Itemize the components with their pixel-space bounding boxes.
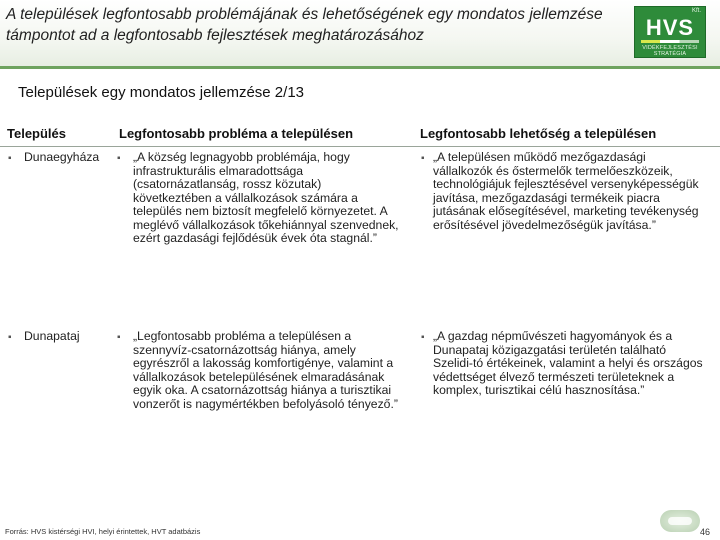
opportunity-cell: „A településen működő mezőgazdasági vállalkozók és őstermelők termelőeszközeik, technológiájuk fejlesztésével versenyképességük javítása, mezőgazdasági termékeik piacra jutásának elősegítésével, marketing tevékenység erősítésével jövedelmezőségük javítása.” (433, 150, 699, 232)
header-divider (0, 66, 720, 69)
problem-cell: „A község legnagyobb problémája, hogy infrastrukturális elmaradottsága (csatornázatlanság, rossz közutak) következtében a vállalkozások számára a település nem biztosít megfelelő környezetet. A meglévő vállalkozások tőkehiánnyal szenvednek, ezért gazdasági fejlődésük évek óta stagnál.” (133, 150, 399, 245)
column-header-problem: Legfontosabb probléma a településen (119, 126, 354, 141)
settlement-cell: Dunapataj (24, 329, 80, 343)
column-header-opportunity: Legfontosabb lehetőség a településen (420, 126, 657, 141)
hvs-logo (634, 6, 706, 58)
bullet-icon: ▪ (117, 332, 121, 343)
bullet-icon: ▪ (8, 153, 12, 164)
problem-cell: „Legfontosabb probléma a településen a szennyvíz-csatornázottság hiánya, amely egyrészről a lakosság komfortigénye, valamint a vállalkozások betelepülésének elmaradásának egyik oka. A csatornázottság hiánya a turisztikai vonzerőt is nagymértékben befolyásoló tényező.” (133, 329, 398, 411)
header-band (0, 0, 720, 66)
settlement-cell: Dunaegyháza (24, 150, 100, 164)
logo-main-text: HVS (645, 15, 695, 40)
slide-subtitle: Települések egy mondatos jellemzése 2/13 (18, 84, 305, 101)
bullet-icon: ▪ (8, 332, 12, 343)
page-number: 46 (700, 527, 711, 537)
bullet-icon: ▪ (117, 153, 121, 164)
opportunity-cell: „A gazdag népművészeti hagyományok és a Dunapataj közigazgatási területén található Szelidi-tó értékeinek, valamint a helyi és országos védettséget élvező természeti területeknek a komplex, turisztikai célú hasznosítása.” (433, 329, 703, 397)
footer-logo-icon (660, 510, 700, 532)
header-rule (0, 146, 720, 147)
logo-top-text: Kft. (691, 8, 701, 14)
bullet-icon: ▪ (421, 332, 425, 343)
source-note: Forrás: HVS kistérségi HVI, helyi érintettek, HVT adatbázis (5, 527, 201, 536)
page-title: A települések legfontosabb problémájának és lehetőségének egy mondatos jellemzése támpontot ad a legfontosabb fejlesztések meghatározásához (6, 6, 603, 44)
footer-logo-shape (668, 517, 692, 525)
logo-sub-text: VIDÉKFEJLESZTÉSI STRATÉGIA (642, 45, 698, 57)
logo-stripes (641, 40, 699, 43)
column-header-settlement: Település (7, 126, 67, 141)
bullet-icon: ▪ (421, 153, 425, 164)
